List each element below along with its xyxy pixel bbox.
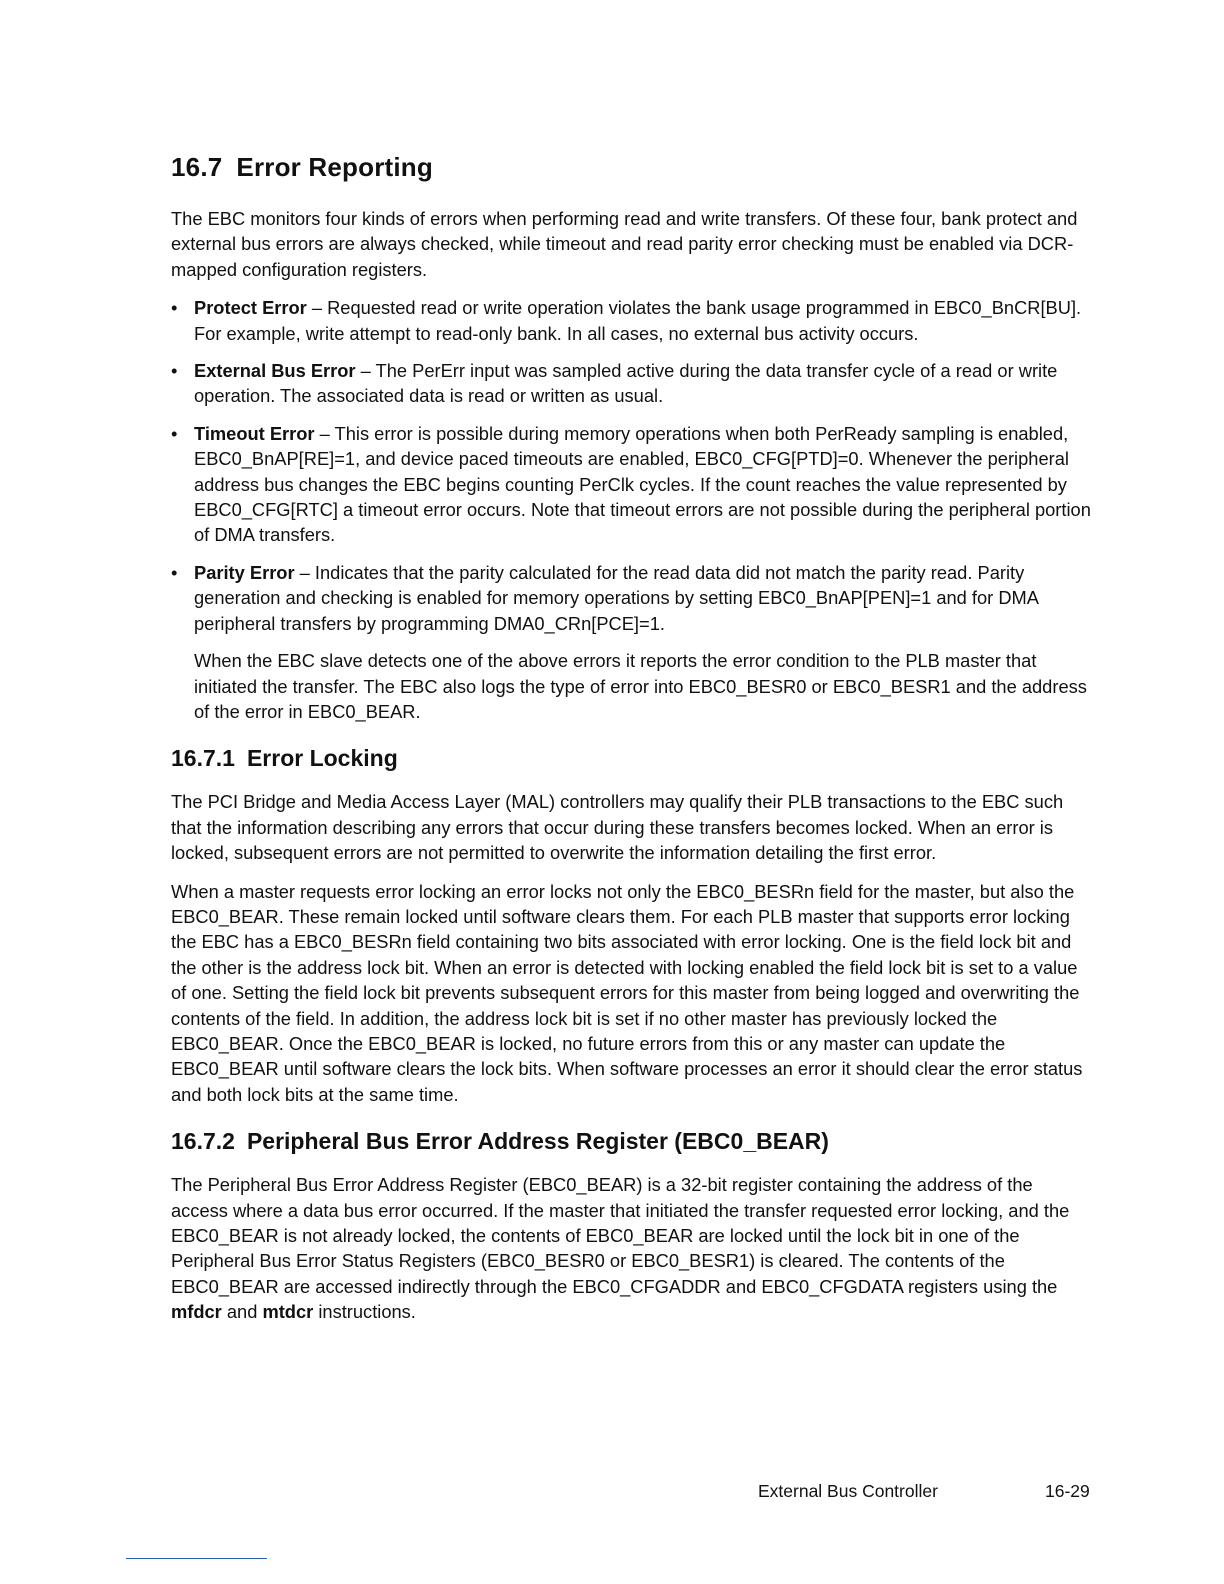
bear-paragraph-text: The Peripheral Bus Error Address Register (EBC0_BEAR) is a 32-bit register containing the address of the access where a data bus error occurred. If the master that initiated the transfer requested error locking, and the EBC0_BEAR is not already locked, the contents of EBC0_BEAR are locked until the lock bit in one of the Peripheral Bus Error Status Registers (EBC0_BESR0 or EBC0_BESR1) is cleared. The contents of the EBC0_BEAR are accessed indirectly through the EBC0_CFGADDR and EBC0_CFGDATA registers using the xyxy=(171,1174,1070,1297)
bullet-icon: • xyxy=(171,422,178,444)
error-report-paragraph: When the EBC slave detects one of the above errors it reports the error condition to the PLB master that initiated the transfer. The EBC also logs the type of error into EBC0_BESR0 or EBC0_BESR1 and the address of the error in EBC0_BEAR. xyxy=(194,650,1087,722)
subsection-heading-bear xyxy=(171,1126,1091,1156)
list-item-protect-error xyxy=(171,295,1091,346)
bullet-text: This error is possible during memory operations when both PerReady sampling is enabled, EBC0_BnAP[RE]=1, and device paced timeouts are enabled, EBC0_CFG[PTD]=0. Whenever the peripheral address bus changes the EBC begins counting PerClk cycles. If the count reaches the value represented by EBC0_CFG[RTC] a timeout error occurs. Note that timeout errors are not possible during the peripheral portion of DMA transfers. xyxy=(194,422,1091,546)
bullet-separator: – xyxy=(355,360,376,382)
bullet-icon: • xyxy=(171,297,178,319)
section-heading xyxy=(171,150,1091,184)
list-item-external-bus-error xyxy=(171,358,1091,409)
bullet-icon: • xyxy=(171,561,178,583)
bullet-separator: – xyxy=(314,422,335,444)
instruction-mtdcr: mtdcr xyxy=(262,1301,314,1323)
bullet-text: The PerErr input was sampled active during the data transfer cycle of a read or write operation. The associated data is read or written as usual. xyxy=(194,360,1058,407)
subsection-title: Peripheral Bus Error Address Register (EBC0_BEAR) xyxy=(246,1128,829,1155)
subsection-title: Error Locking xyxy=(246,745,398,772)
subsection-heading-error-locking xyxy=(171,743,1091,773)
list-item-timeout-error xyxy=(171,421,1091,548)
section-number: 16.7 xyxy=(171,152,223,182)
bullet-text: Requested read or write operation violates the bank usage programmed in EBC0_BnCR[BU]. For example, write attempt to read-only bank. In all cases, no external bus activity occurs. xyxy=(194,297,1082,344)
bullet-icon: • xyxy=(171,360,178,382)
bottom-rule xyxy=(126,1558,267,1559)
error-locking-paragraph-2: When a master requests error locking an error locks not only the EBC0_BESRn field for the master, but also the EBC0_BEAR. These remain locked until software clears them. For each PLB master that supports error locking the EBC has a EBC0_BESRn field containing two bits associated with error locking. One is the field lock bit and the other is the address lock bit. When an error is detected with locking enabled the field lock bit is set to a value of one. Setting the field lock bit prevents subsequent errors for this master from being logged and overwriting the contents of the field. In addition, the address lock bit is set if no other master has previously locked the EBC0_BEAR. Once the EBC0_BEAR is locked, no future errors from this or any master can update the EBC0_BEAR until software clears the lock bits. When software processes an error it should clear the error status and both lock bits at the same time. xyxy=(171,880,1083,1105)
bear-paragraph-and: and xyxy=(221,1301,263,1323)
error-type-list xyxy=(171,295,1091,636)
footer-page-number: 16-29 xyxy=(1045,1481,1090,1501)
bear-paragraph-end: instructions. xyxy=(313,1301,416,1323)
bullet-separator: – xyxy=(294,561,315,583)
bullet-term: Protect Error xyxy=(194,297,307,319)
subsection-number: 16.7.1 xyxy=(171,745,235,772)
page-body xyxy=(171,150,1091,1338)
bullet-term: Parity Error xyxy=(194,561,295,583)
bullet-term: Timeout Error xyxy=(194,422,315,444)
list-item-parity-error xyxy=(171,560,1091,636)
bear-paragraph xyxy=(171,1172,1091,1324)
bullet-term: External Bus Error xyxy=(194,360,356,382)
section-title: Error Reporting xyxy=(236,152,433,182)
error-locking-paragraph-1: The PCI Bridge and Media Access Layer (MAL) controllers may qualify their PLB transactions to the EBC such that the information describing any errors that occur during these transfers becomes locked. When an error is locked, subsequent errors are not permitted to overwrite the information detailing the first error. xyxy=(171,791,1064,864)
bullet-separator: – xyxy=(306,297,328,319)
instruction-mfdcr: mfdcr xyxy=(171,1301,222,1323)
bullet-text: Indicates that the parity calculated for the read data did not match the parity read. Parity generation and checking is enabled for memory operations by setting EBC0_BnAP[PEN]=1 and for DMA peripheral transfers by programming DMA0_CRn[PCE]=1. xyxy=(194,561,1038,634)
section-intro: The EBC monitors four kinds of errors when performing read and write transfers. Of these four, bank protect and external bus errors are always checked, while timeout and read parity error checking must be enabled via DCR-mapped configuration registers. xyxy=(171,208,1078,280)
subsection-number: 16.7.2 xyxy=(171,1128,235,1155)
footer-chapter-title: External Bus Controller xyxy=(758,1481,938,1501)
